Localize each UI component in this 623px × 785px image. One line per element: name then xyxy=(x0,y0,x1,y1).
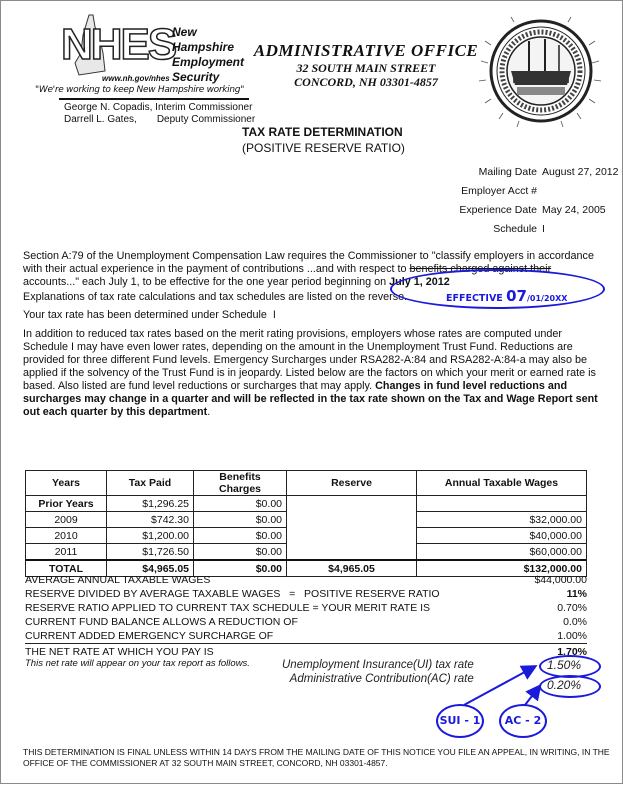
meta-label: Mailing Date xyxy=(478,166,537,178)
cell-tax-paid: $1,200.00 xyxy=(107,528,194,544)
cell-wages: $32,000.00 xyxy=(417,512,587,528)
org-line-2: Employment xyxy=(172,55,245,69)
org-line-3: Security xyxy=(172,70,220,84)
col-benefits: Benefits Charges xyxy=(194,471,287,496)
meta-value: May 24, 2005 xyxy=(542,204,606,216)
meta-value: I xyxy=(542,223,545,235)
schedule-value: I xyxy=(272,309,276,321)
summary-value: 1.70% xyxy=(557,646,587,658)
meta-label: Schedule xyxy=(493,223,537,235)
summary-label: THE NET RATE AT WHICH YOU PAY IS xyxy=(25,646,214,658)
col-reserve: Reserve xyxy=(287,471,417,496)
logo-url: www.nh.gov/nhes xyxy=(102,74,170,83)
summary-label: AVERAGE ANNUAL TAXABLE WAGES xyxy=(25,574,211,586)
p1-text-2: accounts..." each July 1, to be effective for the one year period beginning on xyxy=(23,276,390,288)
cell-wages: $40,000.00 xyxy=(417,528,587,544)
cell-total-label: TOTAL xyxy=(26,560,107,577)
sui-arrow-icon xyxy=(464,667,534,705)
ui-rate-value: 1.50% xyxy=(547,658,582,672)
official-title: Deputy Commissioner xyxy=(156,114,256,125)
cell-benefits: $0.00 xyxy=(194,544,287,561)
summary-label: CURRENT ADDED EMERGENCY SURCHARGE OF xyxy=(25,630,274,642)
ac-2-label: AC - 2 xyxy=(499,704,547,738)
effective-rest: /01/20XX xyxy=(526,294,568,303)
meta-label: Experience Date xyxy=(459,204,537,216)
cell-year: 2009 xyxy=(26,512,107,528)
effective-prefix: EFFECTIVE xyxy=(446,293,507,304)
cell-benefits: $0.00 xyxy=(194,528,287,544)
cell-total-wages: $132,000.00 xyxy=(417,560,587,577)
cell-benefits: $0.00 xyxy=(194,512,287,528)
ac-rate-value: 0.20% xyxy=(547,678,582,692)
effective-date: July 1, 2012 xyxy=(389,276,450,288)
summary-label: CURRENT FUND BALANCE ALLOWS A REDUCTION OF xyxy=(25,616,298,628)
ui-rate-label: Unemployment Insurance(UI) tax rate xyxy=(282,659,474,671)
summary-value: 0.70% xyxy=(557,602,587,614)
logo-letters: NHES xyxy=(61,20,176,69)
official-name: Darrell L. Gates, xyxy=(64,114,137,125)
p4-bold-text: Changes in fund level reductions and surcharges may change in a quarter and will be reflected in the tax rate shown on the Tax and Wage Report sent out each quarter by this department xyxy=(23,380,598,418)
document-title: TAX RATE DETERMINATION xyxy=(242,125,403,139)
meta-value: August 27, 2012 xyxy=(542,166,619,178)
meta-label: Employer Acct # xyxy=(461,185,537,197)
paragraph-explanations: Explanations of tax rate calculations and tax schedules are listed on the reverse. xyxy=(23,291,408,303)
annotation-arrows xyxy=(1,1,623,785)
col-years: Years xyxy=(26,471,107,496)
sui-1-label: SUI - 1 xyxy=(436,704,484,738)
office-city: CONCORD, NH 03301-4857 xyxy=(294,75,438,89)
col-tax-paid: Tax Paid xyxy=(107,471,194,496)
document-subtitle: (POSITIVE RESERVE RATIO) xyxy=(242,141,405,155)
appeal-notice: THIS DETERMINATION IS FINAL UNLESS WITHIN 14 DAYS FROM THE MAILING DATE OF THIS NOTICE YOU FILE AN APPEAL, IN WRITING, IN THE OFFICE OF THE COMMISSIONER AT 32 SOUTH MAIN STREET, CONCORD, NH 03301-4857. xyxy=(23,747,610,768)
cell-tax-paid: $1,296.25 xyxy=(107,496,194,512)
schedule-text: Your tax rate has been determined under Schedule xyxy=(23,309,267,321)
p1-text: Section A:79 of the Unemployment Compensation Law requires the Commissioner to "classify employers in accordance with their actual experience in the payment of contributions ...and with respect to xyxy=(23,250,594,275)
summary-value: 1.00% xyxy=(557,630,587,642)
official-title: Interim Commissioner xyxy=(155,102,253,113)
cell-year: 2010 xyxy=(26,528,107,544)
ac-arrow-icon xyxy=(525,687,539,705)
rate-intro: This net rate will appear on your tax report as follows. xyxy=(25,658,250,669)
cell-tax-paid: $1,726.50 xyxy=(107,544,194,561)
p4-text: In addition to reduced tax rates based on the merit rating provisions, employers whose rates are computed under Schedule I may have even lower rates, depending on the amount in the Unemployment Trust Fund. Reductions are provided for three different Fund levels. Emergency Surcharges under RSA282-A:84 and RSA282-A:84-a may also be applied if the solvency of the Trust Fund is in jeopardy. Listed below are the factors on which your merit or earned rate is based. Also listed are fund level reductions or surcharges that may apply. xyxy=(23,328,596,392)
org-line-1: New Hampshire xyxy=(172,25,235,54)
ac-rate-label: Administrative Contribution(AC) rate xyxy=(289,673,474,685)
cell-benefits: $0.00 xyxy=(194,496,287,512)
p1-strikethrough: benefits charged against their xyxy=(409,263,552,275)
summary-label: RESERVE DIVIDED BY AVERAGE TAXABLE WAGES = POSITIVE RESERVE RATIO xyxy=(25,588,440,600)
col-annual-wages: Annual Taxable Wages xyxy=(417,471,587,496)
cell-total-benefits: $0.00 xyxy=(194,560,287,577)
official-name: George N. Copadis, xyxy=(64,102,153,113)
cell-total-reserve: $4,965.05 xyxy=(287,560,417,577)
office-title: ADMINISTRATIVE OFFICE xyxy=(253,41,479,60)
summary-value: 11% xyxy=(566,588,587,600)
cell-year: 2011 xyxy=(26,544,107,561)
effective-month: 07 xyxy=(506,287,527,305)
summary-value: 0.0% xyxy=(563,616,587,628)
cell-tax-paid: $742.30 xyxy=(107,512,194,528)
summary-value: $44,000.00 xyxy=(534,574,587,586)
summary-label: RESERVE RATIO APPLIED TO CURRENT TAX SCHEDULE = YOUR MERIT RATE IS xyxy=(25,602,431,614)
cell-year: Prior Years xyxy=(26,496,107,512)
cell-wages: $60,000.00 xyxy=(417,544,587,561)
cell-total-tax-paid: $4,965.05 xyxy=(107,560,194,577)
office-street: 32 SOUTH MAIN STREET xyxy=(296,61,436,75)
logo-tagline: "We're working to keep New Hampshire working" xyxy=(35,85,245,95)
p4-end: . xyxy=(207,406,211,418)
